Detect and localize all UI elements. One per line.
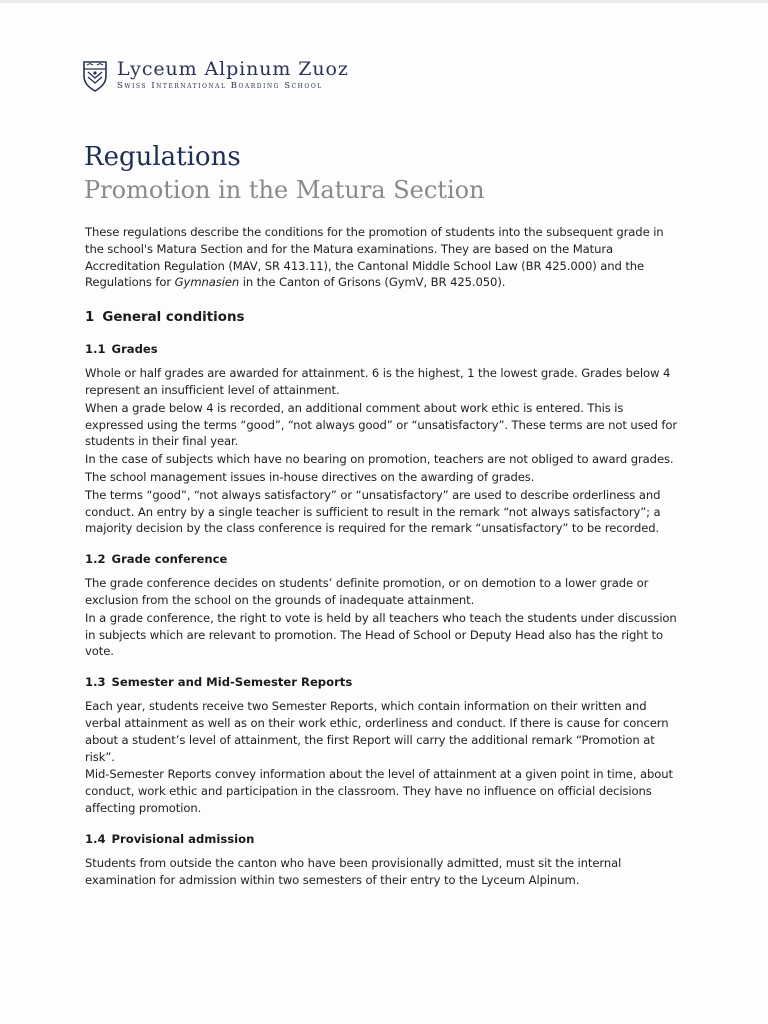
- paragraph: Students from outside the canton who have been provisionally admitted, must sit the internal examination for admission within two semesters of their entry to the Lyceum Alpinum.: [85, 855, 622, 887]
- section-heading-general-conditions: [85, 308, 685, 328]
- section-number: 1: [85, 310, 95, 326]
- subsection-heading-grade-conference: [85, 551, 685, 568]
- subsection-heading-reports: [85, 674, 685, 691]
- paragraph: The terms “good”, “not always satisfactory” or “unsatisfactory” are used to describe orderliness and conduct. An entry by a single teacher is sufficient to result in the remark “not always satisfactory”; a majority decision by the class conference is required for the remark “unsatisfactory” to be recorded.: [85, 487, 661, 536]
- subsection-number: 1.3: [85, 675, 106, 690]
- paragraph: Mid-Semester Reports convey information about the level of attainment at a given point in time, about conduct, work ethic and participation in the classroom. They have no influence on official decisions affecting promotion.: [85, 767, 673, 815]
- intro-text-part-1: These regulations describe the conditions for the promotion of students into the subsequent grade in the school's Matura Section and for the Matura examinations. They are based on the Matura Accreditation Regulation (MAV, SR 413.11), the Cantonal Middle School Law (BR 425.000) and the Regulations for: [85, 225, 664, 290]
- section-title: General conditions: [102, 310, 245, 326]
- school-logo: [82, 58, 349, 92]
- school-name: Lyceum Alpinum Zuoz: [117, 58, 349, 80]
- subsection-title: Provisional admission: [111, 831, 255, 846]
- subsection-number: 1.4: [85, 831, 106, 846]
- paragraph: The school management issues in-house directives on the awarding of grades.: [85, 469, 535, 484]
- subsection-number: 1.2: [85, 552, 106, 567]
- subsection-heading-provisional-admission: [85, 831, 685, 848]
- page-subtitle: Promotion in the Matura Section: [84, 176, 485, 204]
- subsection-title: Semester and Mid-Semester Reports: [111, 675, 353, 690]
- subsection-number: 1.1: [85, 342, 106, 357]
- school-crest-icon: [82, 60, 108, 92]
- intro-italic-term: Gymnasien: [174, 275, 240, 290]
- paragraph: In the case of subjects which have no bearing on promotion, teachers are not obliged to award grades.: [85, 452, 674, 467]
- page-top-rule: [0, 0, 768, 3]
- paragraph: When a grade below 4 is recorded, an additional comment about work ethic is entered. This is expressed using the terms “good”, “not always good” or “unsatisfactory”. These terms are not used for students in their final year.: [85, 400, 678, 449]
- paragraph: In a grade conference, the right to vote is held by all teachers who teach the students under discussion in subjects which are relevant to promotion. The Head of School or Deputy Head also has the right to vote.: [85, 610, 677, 659]
- paragraph: The grade conference decides on students’ definite promotion, or on demotion to a lower grade or exclusion from the school on the grounds of inadequate attainment.: [85, 576, 649, 607]
- subsection-title: Grades: [111, 342, 158, 357]
- school-subtitle: Swiss International Boarding School: [117, 81, 323, 91]
- intro-paragraph: [85, 224, 685, 291]
- document-body: [85, 224, 685, 889]
- page-title: Regulations: [84, 142, 241, 172]
- paragraph: Each year, students receive two Semester Reports, which contain information on their written and verbal attainment as well as on their work ethic, orderliness and conduct. If there is cause for concern about a student’s level of attainment, the first Report will carry the additional remark “Promotion at risk”.: [85, 699, 669, 764]
- intro-text-part-2: in the Canton of Grisons (GymV, BR 425.050).: [239, 275, 506, 290]
- subsection-title: Grade conference: [111, 552, 228, 567]
- school-name-block: [117, 58, 349, 92]
- paragraph: Whole or half grades are awarded for attainment. 6 is the highest, 1 the lowest grade. Grades below 4 represent an insufficient level of attainment.: [85, 366, 671, 397]
- subsection-heading-grades: [85, 341, 685, 358]
